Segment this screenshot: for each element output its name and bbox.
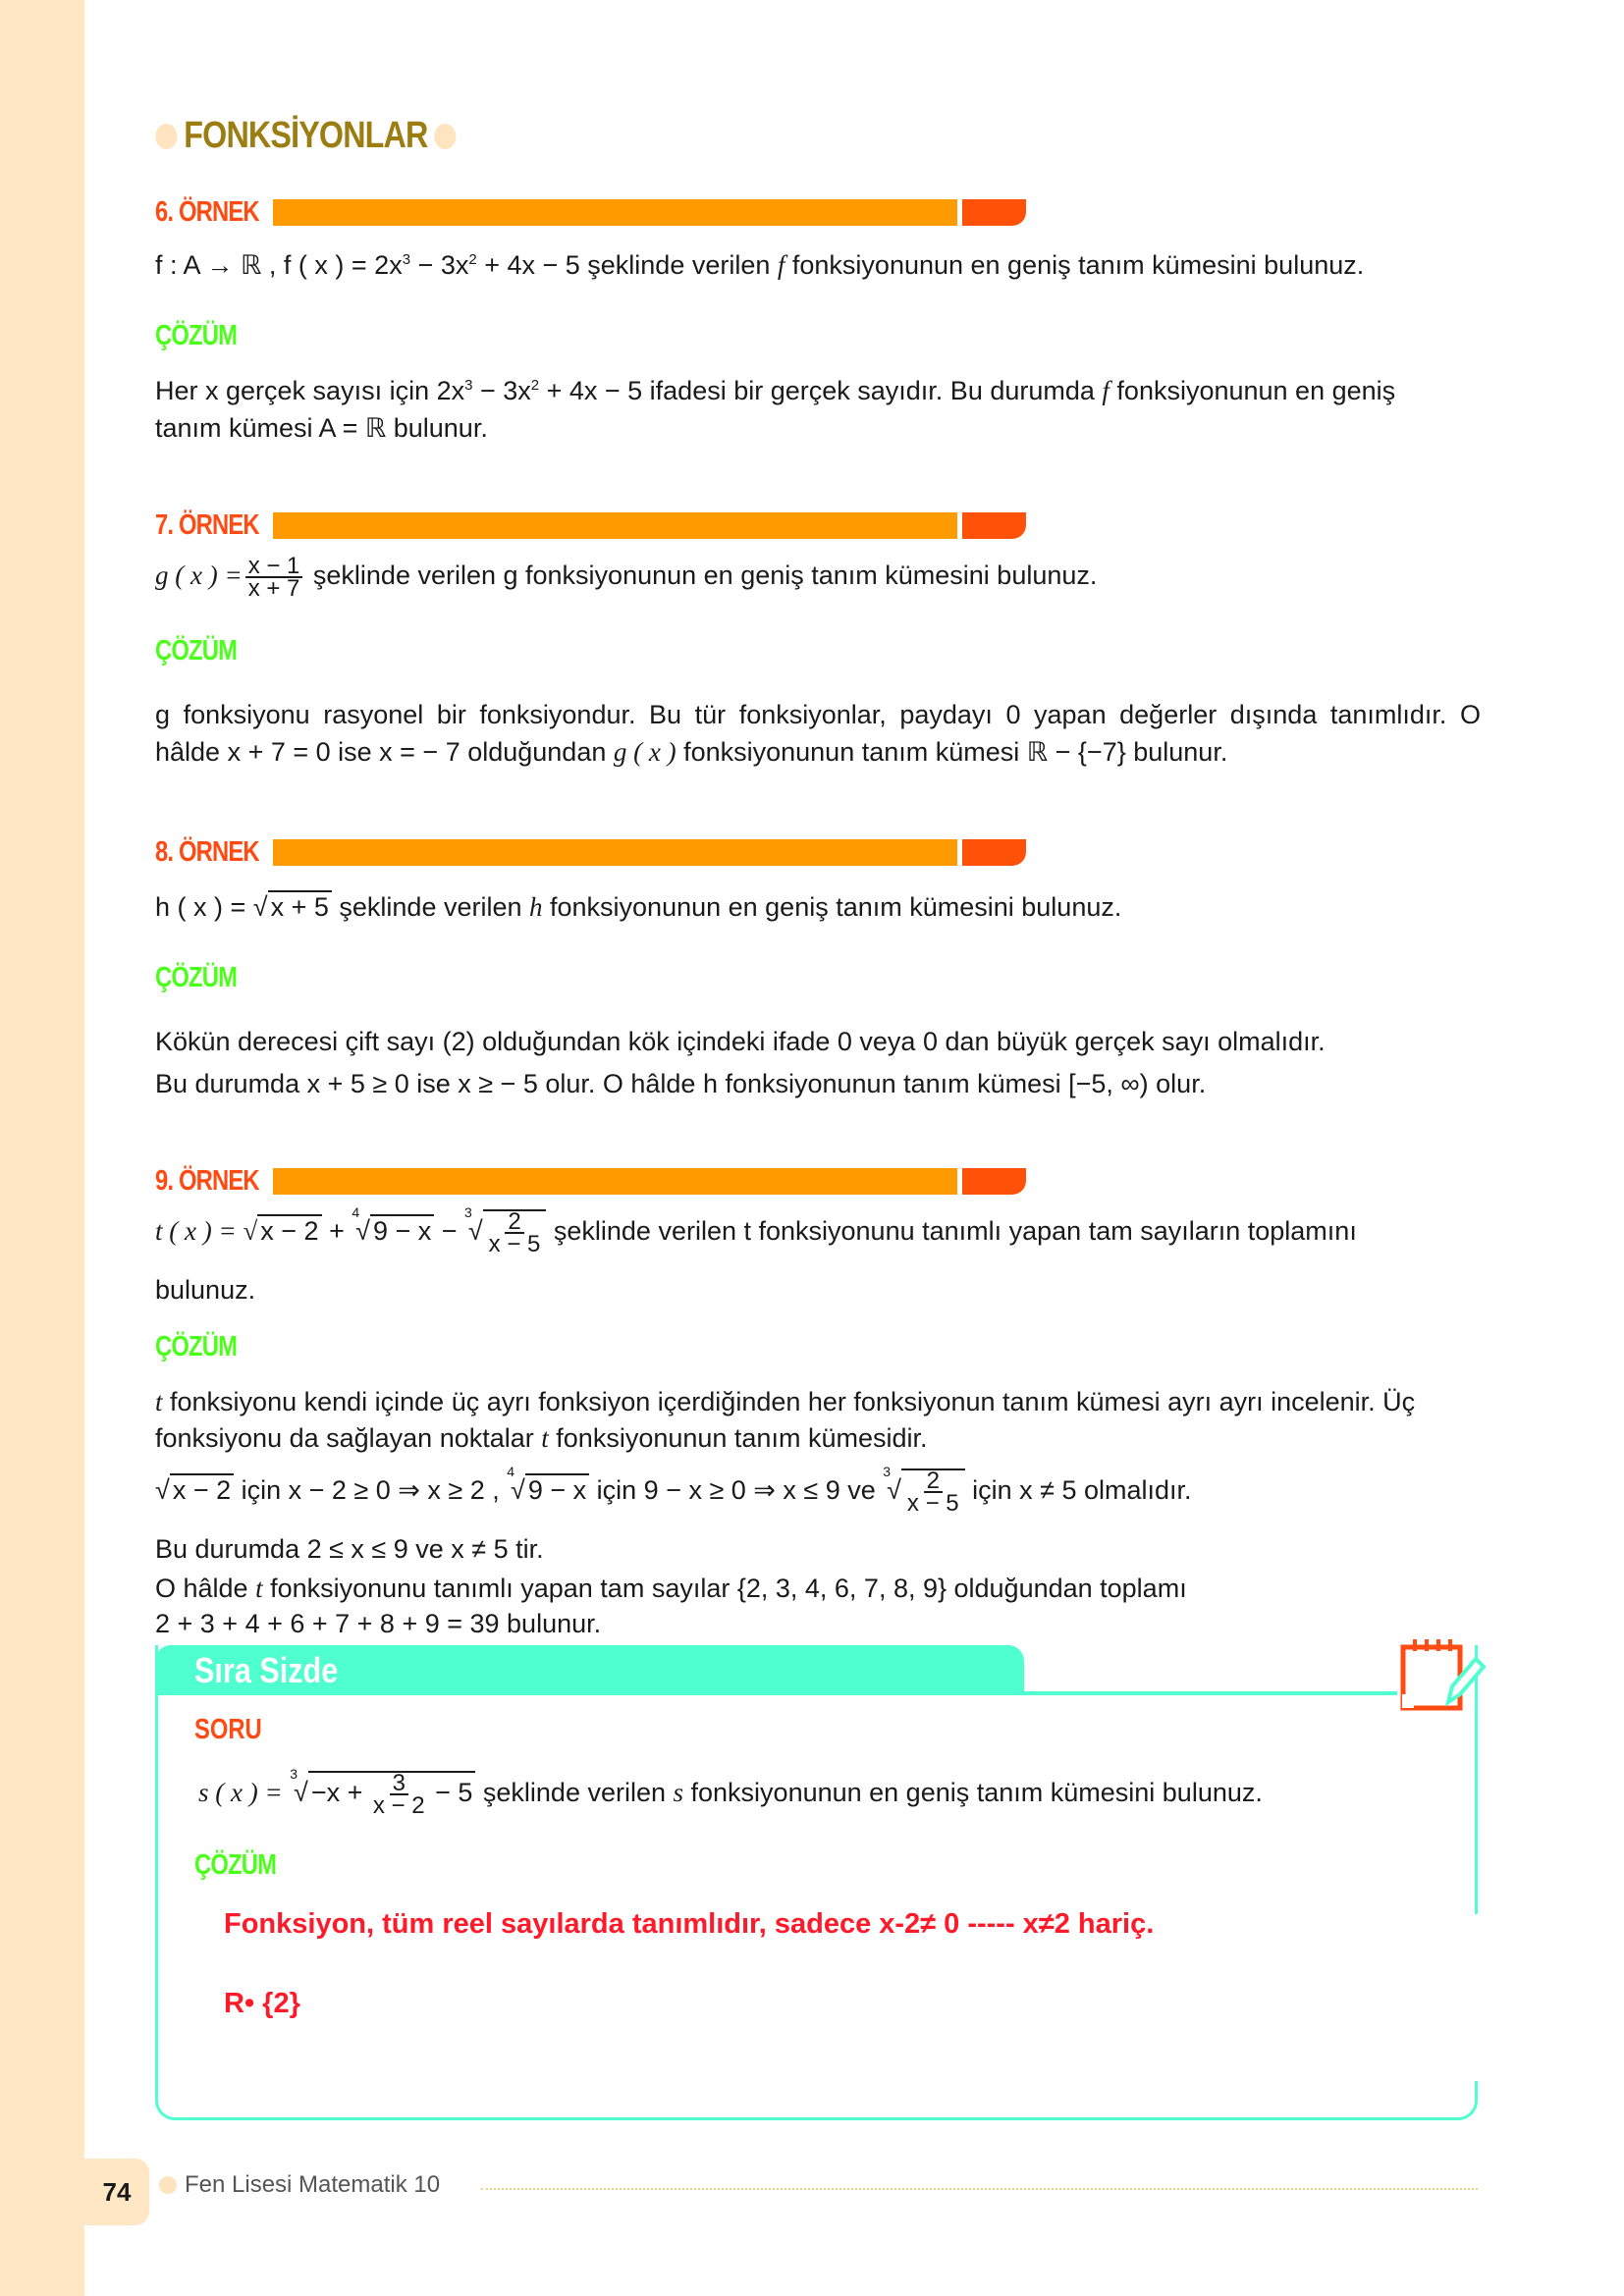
example-6-solution-label: ÇÖZÜM (155, 320, 238, 351)
example-8-label: 8. ÖRNEK (155, 836, 259, 868)
example-6-solution-line: Her x gerçek sayısı için $2x^3 - 3x^2 + 4x - 5$ ifadesi bir gerçek sayıdır. Bu durumda f fonksiyonunun en geniş (155, 376, 1396, 405)
example-9-solution-line: 2 + 3 + 4 + 6 + 7 + 8 + 9 = 39 bulunur. (155, 1609, 602, 1638)
example-8-solution-line: Bu durumda x + 5 ≥ 0 ise x ≥ − 5 olur. O hâlde h fonksiyonunun tanım kümesi [−5, ∞) olur. (155, 1069, 1207, 1098)
example-bar (273, 1168, 957, 1195)
example-9-question: t ( x ) = √ x − 2 + $^4$√ 9 − x − $^3$√ $\frac{2}{x - 5}$ şeklinde verilen t fonksiyonunu tanımlı yapan tam sayıların toplamını (155, 1204, 1357, 1257)
example-9-solution-line: t fonksiyonu kendi içinde üç ayrı fonksiyon içerdiğinden her fonksiyonun tanım kümesi ayrı ayrı incelenir. Üç (155, 1387, 1416, 1416)
example-6-question: f : A → ℝ , f ( x ) = $2x^3 - 3x^2 + 4x - 5$ şeklinde verilen f fonksiyonunun en geniş tanım kümesini bulunuz. (155, 250, 1365, 280)
example-8-question: h ( x ) = √ x + 5 şeklinde verilen h fonksiyonunun en geniş tanım kümesini bulunuz. (155, 892, 1122, 922)
example-bar (273, 199, 957, 226)
footer-divider (481, 2188, 1478, 2190)
example-6-label: 6. ÖRNEK (155, 196, 259, 228)
chapter-title: FONKSİYONLAR (152, 114, 460, 157)
example-bar (273, 512, 957, 539)
example-9-solution-line: O hâlde t fonksiyonunu tanımlı yapan tam sayılar {2, 3, 4, 6, 7, 8, 9} olduğundan toplamı (155, 1574, 1187, 1603)
example-bar-end (962, 512, 1026, 539)
example-bar-end (962, 1168, 1026, 1195)
practice-box (155, 1645, 1478, 2120)
handwritten-answer-set[interactable]: R• {2} (224, 1988, 300, 2019)
example-7-question: g ( x ) = $\frac{x - 1}{x + 7}$ şeklinde verilen g fonksiyonunun en geniş tanım kümesini bulunuz. (155, 553, 1098, 602)
practice-header-line (1024, 1691, 1397, 1695)
practice-solution-label: ÇÖZÜM (194, 1849, 277, 1881)
example-9-label: 9. ÖRNEK (155, 1165, 259, 1197)
example-7-label: 7. ÖRNEK (155, 509, 259, 541)
example-9-solution-line: fonksiyonu da sağlayan noktalar t fonksiyonunun tanım kümesidir. (155, 1423, 928, 1453)
example-9-solution-label: ÇÖZÜM (155, 1331, 238, 1362)
example-bar-end (962, 199, 1026, 226)
example-bar-end (962, 839, 1026, 866)
example-bar (273, 839, 957, 866)
question-label: SORU (194, 1714, 262, 1745)
example-9-solution-line: Bu durumda 2 ≤ x ≤ 9 ve x ≠ 5 tir. (155, 1534, 544, 1564)
example-8-solution-label: ÇÖZÜM (155, 962, 238, 993)
example-9-question-cont: bulunuz. (155, 1275, 256, 1305)
page-sidebar (0, 0, 84, 2296)
practice-question: s ( x ) = $^3$√ −x + $\frac{3}{x - 2}$ − 5 şeklinde verilen s fonksiyonunun en geniş tanım kümesini bulunuz. (198, 1766, 1263, 1819)
box-border-gap (1463, 1914, 1483, 2081)
example-7-solution-label: ÇÖZÜM (155, 635, 238, 667)
page-number: 74 (84, 2159, 149, 2225)
example-7-solution-line: hâlde x + 7 = 0 ise x = − 7 olduğundan g ( x ) fonksiyonunun tanım kümesi ℝ − {−7} bulunur. (155, 737, 1228, 767)
notepad-pencil-icon (1399, 1637, 1488, 1721)
example-6-solution-line: tanım kümesi A = ℝ bulunur. (155, 413, 488, 443)
example-7-solution-line: g fonksiyonu rasyonel bir fonksiyondur. Bu tür fonksiyonlar, paydayı 0 yapan değerler dışında tanımlıdır. O (155, 700, 1481, 729)
practice-box-header: Sıra Sizde (155, 1645, 1024, 1695)
example-8-solution-line: Kökün derecesi çift sayı (2) olduğundan kök içindeki ifade 0 veya 0 dan büyük gerçek sayı olmalıdır. (155, 1027, 1326, 1056)
example-9-solution-line: √ x − 2 için x − 2 ≥ 0 ⇒ x ≥ 2 , $^4$√ 9 − x için 9 − x ≥ 0 ⇒ x ≤ 9 ve $^3$√ $\frac{2}{x - 5}$ için x ≠ 5 olmalıdır. (155, 1464, 1192, 1517)
footer-book-title: Fen Lisesi Matematik 10 (159, 2171, 440, 2199)
handwritten-answer[interactable]: Fonksiyon, tüm reel sayılarda tanımlıdır, sadece x-2≠ 0 ----- x≠2 hariç. (224, 1908, 1155, 1940)
